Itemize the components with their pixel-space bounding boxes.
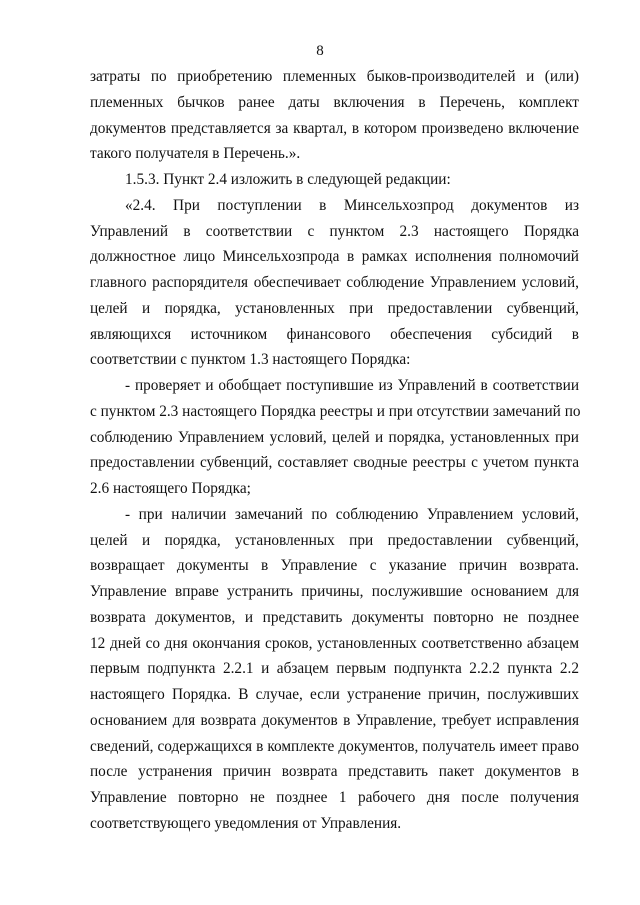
text-line: должностное лицо Минсельхозпрода в рамках исполнения полномочий	[90, 248, 579, 266]
text-line: с пунктом 2.3 настоящего Порядка реестры и при отсутствии замечаний по	[90, 402, 581, 420]
text-line: сведений, содержащихся в комплекте документов, получатель имеет право	[90, 737, 579, 755]
text-line: соответствующего уведомления от Управления.	[90, 814, 402, 832]
text-line: являющихся источником финансового обеспечения субсидий в	[90, 325, 579, 343]
text-line: соблюдению Управлением условий, целей и порядка, установленных при	[90, 428, 579, 446]
text-line: предоставлении субвенций, составляет сводные реестры с учетом пункта	[90, 454, 579, 472]
text-line: Управление повторно не позднее 1 рабочего дня после получения	[90, 789, 579, 806]
text-line: затраты по приобретению племенных быков-производителей и (или)	[90, 68, 579, 85]
text-line: основанием для возврата документов в Управление, требует исправления	[90, 711, 579, 729]
text-line: соответствии с пунктом 1.3 настоящего Порядка:	[90, 351, 411, 369]
text-line: Управление вправе устранить причины, послужившие основанием для	[90, 583, 579, 600]
text-line: 12 дней со дня окончания сроков, установленных соответственно абзацем	[90, 634, 579, 652]
text-line: 1.5.3. Пункт 2.4 изложить в следующей редакции:	[125, 171, 451, 188]
text-line: возвращает документы в Управление с указание причин возврата.	[90, 557, 579, 575]
text-line: «2.4. При поступлении в Минсельхозпрод документов из	[125, 196, 579, 214]
text-line: целей и порядка, установленных при предоставлении субвенций,	[90, 531, 579, 549]
text-line: возврата документов, и представить документы повторно не позднее	[90, 608, 579, 626]
text-line: первым подпункта 2.2.1 и абзацем первым подпункта 2.2.2 пункта 2.2	[90, 660, 579, 678]
text-line: после устранения причин возврата представить пакет документов в	[90, 763, 579, 781]
text-line: - при наличии замечаний по соблюдению Управлением условий,	[125, 505, 579, 523]
text-line: - проверяет и обобщает поступившие из Управлений в соответствии	[125, 377, 579, 394]
document-body	[90, 64, 579, 837]
text-line: настоящего Порядка. В случае, если устранение причин, послуживших	[90, 686, 579, 703]
text-line: Управлений в соответствии с пунктом 2.3 настоящего Порядка	[90, 222, 579, 240]
text-line: 2.6 настоящего Порядка;	[90, 480, 251, 497]
text-line: документов представляется за квартал, в котором произведено включение	[90, 119, 579, 137]
page-number: 8	[316, 43, 324, 59]
text-line: целей и порядка, установленных при предоставлении субвенций,	[90, 299, 579, 317]
text-line: главного распорядителя обеспечивает соблюдение Управлением условий,	[90, 274, 579, 291]
text-line: племенных бычков ранее даты включения в Перечень, комплект	[90, 93, 579, 111]
text-line: такого получателя в Перечень.».	[90, 145, 301, 163]
